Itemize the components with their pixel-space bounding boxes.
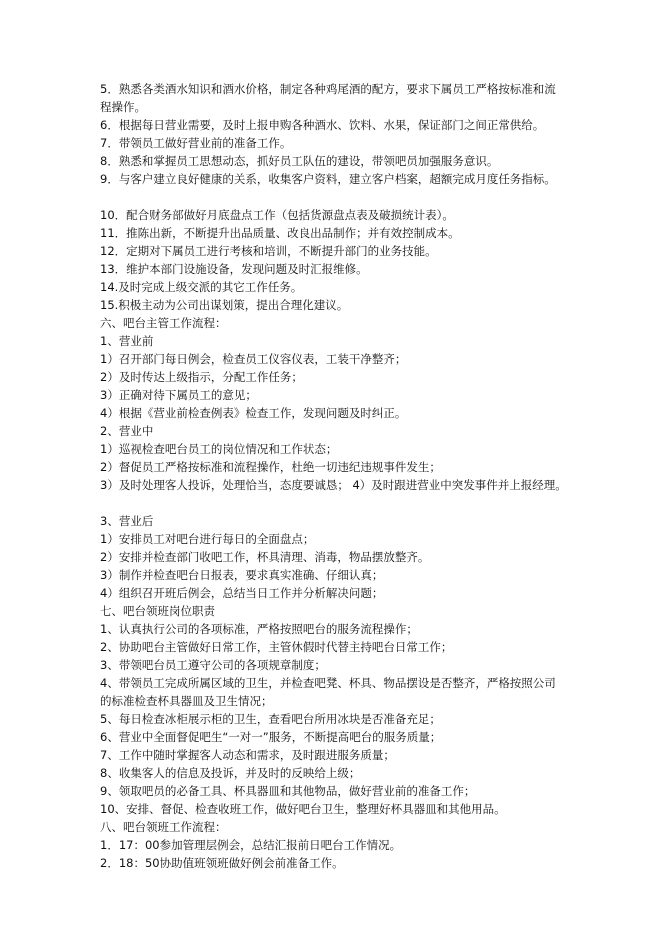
text-line: 1．17：00参加管理层例会，总结汇报前日吧台工作情况。 — [100, 838, 402, 852]
text-line: 9、领取吧员的必备工具、杯具器皿和其他物品，做好营业前的准备工作； — [100, 784, 476, 798]
section-heading: 六、吧台主管工作流程： — [100, 316, 227, 330]
text-line: 5、每日检查冰柜展示柜的卫生，查看吧台所用冰块是否准备充足； — [100, 712, 441, 726]
section-heading: 八、吧台领班工作流程： — [100, 820, 227, 834]
text-line: 2）督促员工严格按标准和流程操作，杜绝一切违纪违规事件发生； — [100, 460, 441, 474]
text-line: 3）正确对待下属员工的意见； — [100, 388, 257, 402]
text-line: 5．熟悉各类酒水知识和酒水价格，制定各种鸡尾酒的配方，要求下属员工严格按标准和流 — [100, 82, 556, 96]
section-heading: 七、吧台领班岗位职责 — [100, 604, 215, 618]
text-line: 1、认真执行公司的各项标准，严格按照吧台的服务流程操作； — [100, 622, 418, 636]
text-line: 14.及时完成上级交派的其它工作任务。 — [100, 280, 303, 294]
text-line: 程操作。 — [100, 100, 146, 114]
text-line: 4、带领员工完成所属区域的卫生，并检查吧凳、杯具、物品摆设是否整齐，严格按照公司 — [100, 676, 556, 690]
text-line: 9．与客户建立良好健康的关系，收集客户资料，建立客户档案，超额完成月度任务指标。 — [100, 172, 556, 186]
text-line: 11．推陈出新，不断提升出品质量、改良出品制作；并有效控制成本。 — [100, 226, 460, 240]
text-line: 7．带领员工做好营业前的准备工作。 — [100, 136, 292, 150]
text-line: 1）召开部门每日例会，检查员工仪容仪表，工装干净整齐； — [100, 352, 407, 366]
text-line: 3）制作并检查吧台日报表，要求真实准确、仔细认真； — [100, 568, 384, 582]
text-line: 6、营业中全面督促吧生“一对一”服务，不断提高吧台的服务质量； — [100, 730, 442, 744]
text-line: 4）根据《营业前检查例表》检查工作，发现问题及时纠正。 — [100, 406, 407, 420]
text-line: 13．维护本部门设施设备，发现问题及时汇报维修。 — [100, 262, 368, 276]
text-line: 8．熟悉和掌握员工思想动态，抓好员工队伍的建设，带领吧员加强服务意识。 — [100, 154, 499, 168]
text-line: 7、工作中随时掌握客人动态和需求，及时跟进服务质量； — [100, 748, 395, 762]
text-line: 2）及时传达上级指示，分配工作任务； — [100, 370, 303, 384]
text-line: 10、安排、督促、检查收班工作，做好吧台卫生，整理好杯具器皿和其他用品。 — [100, 802, 506, 816]
subsection-heading: 3、营业后 — [100, 514, 154, 528]
text-line: 3）及时处理客人投诉，处理恰当，态度要诚恳； 4）及时跟进营业中突发事件并上报经理。 — [100, 478, 567, 492]
text-line: 12．定期对下属员工进行考核和培训，不断提升部门的业务技能。 — [100, 244, 437, 258]
subsection-heading: 1、营业前 — [100, 334, 154, 348]
text-line: 8、收集客人的信息及投诉，并及时的反映给上级； — [100, 766, 361, 780]
text-line: 的标准检查杯具器皿及卫生情况； — [100, 694, 273, 708]
text-line: 2、协助吧台主管做好日常工作，主管休假时代替主持吧台日常工作； — [100, 640, 453, 654]
text-line: 1）巡视检查吧台员工的岗位情况和工作状态； — [100, 442, 338, 456]
text-line: 2．18：50协助值班领班做好例会前准备工作。 — [100, 856, 344, 870]
text-line: 1）安排员工对吧台进行每日的全面盘点； — [100, 532, 315, 546]
text-line: 10．配合财务部做好月底盘点工作（包括货源盘点表及破损统计表）。 — [100, 208, 454, 222]
subsection-heading: 2、营业中 — [100, 424, 154, 438]
text-line: 4）组织召开班后例会，总结当日工作并分析解决问题； — [100, 586, 384, 600]
text-line: 6．根据每日营业需要，及时上报申购各种酒水、饮料、水果，保证部门之间正常供给。 — [100, 118, 545, 132]
text-line: 15.积极主动为公司出谋划策，提出合理化建议。 — [100, 298, 349, 312]
text-line: 2）安排并检查部门收吧工作，杯具清理、消毒，物品摆放整齐。 — [100, 550, 430, 564]
text-line: 3、带领吧台员工遵守公司的各项规章制度； — [100, 658, 326, 672]
